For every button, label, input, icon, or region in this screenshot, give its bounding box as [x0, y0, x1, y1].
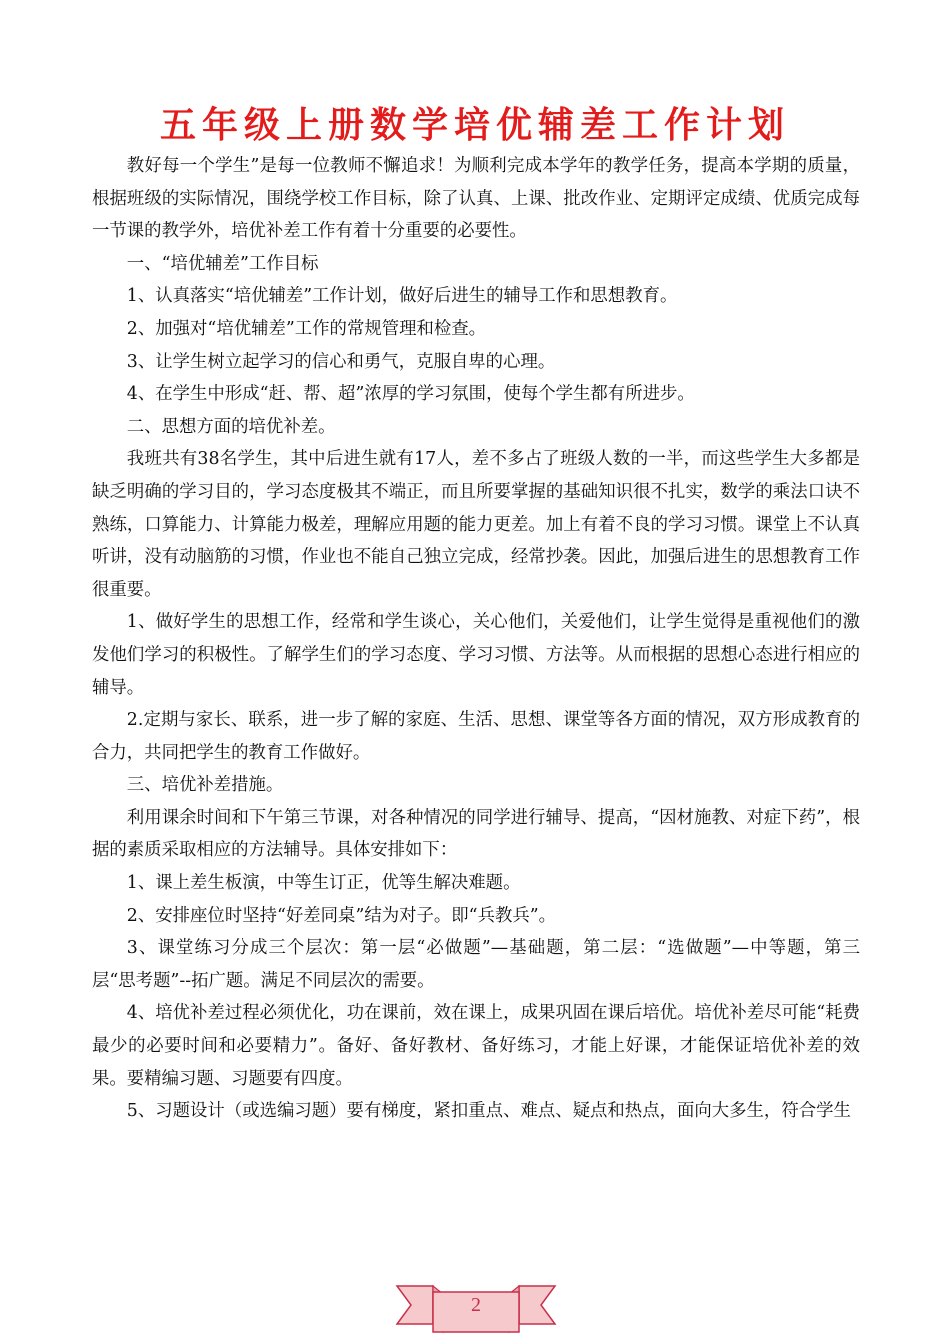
list-item: 2、加强对“培优辅差”工作的常规管理和检查。	[126, 318, 487, 339]
list-item: 3、课堂练习分成三个层次：第一层“必做题”—基础题，第二层：“选做题”—中等题，第三层“思考题”--拓广题。满足不同层次的需要。	[92, 938, 860, 991]
document-body	[92, 150, 860, 1128]
paragraph-intro: 教好每一个学生”是每一位教师不懈追求！为顺利完成本学年的教学任务，提高本学期的质量，根据班级的实际情况，围绕学校工作目标，除了认真、上课、批改作业、定期评定成绩、优质完成每一节课的教学外，培优补差工作有着十分重要的必要性。	[92, 156, 860, 242]
list-item: 4、在学生中形成“赶、帮、超”浓厚的学习氛围，使每个学生都有所进步。	[126, 384, 695, 405]
section-heading-3: 三、培优补差措施。	[126, 775, 284, 796]
list-item: 5、习题设计（或选编习题）要有梯度，紧扣重点、难点、疑点和热点，面向大多生，符合学生	[126, 1101, 851, 1122]
list-item: 1、做好学生的思想工作，经常和学生谈心，关心他们，关爱他们，让学生觉得是重视他们的激发他们学习的积极性。了解学生们的学习态度、学习习惯、方法等。从而根据的思想心态进行相应的辅导。	[92, 612, 860, 698]
list-item: 1、课上差生板演，中等生订正，优等生解决难题。	[126, 873, 521, 894]
section-heading-2: 二、思想方面的培优补差。	[126, 416, 336, 437]
list-item: 3、让学生树立起学习的信心和勇气，克服自卑的心理。	[126, 351, 556, 372]
document-title: 五年级上册数学培优辅差工作计划	[159, 105, 790, 146]
section-heading-1: 一、“培优辅差”工作目标	[126, 253, 319, 274]
paragraph-class-situation: 我班共有38名学生，其中后进生就有17人，差不多占了班级人数的一半，而这些学生大多都是缺乏明确的学习目的，学习态度极其不端正，而且所要掌握的基础知识很不扎实，数学的乘法口诀不熟练，口算能力、计算能力极差，理解应用题的能力更差。加上有着不良的学习习惯。课堂上不认真听讲，没有动脑筋的习惯，作业也不能自己独立完成，经常抄袭。因此，加强后进生的思想教育工作很重要。	[92, 449, 860, 600]
list-item: 2、安排座位时坚持“好差同桌”结为对子。即“兵教兵”。	[126, 905, 557, 926]
page-number: 2	[471, 1294, 481, 1316]
list-item: 4、培优补差过程必须优化，功在课前，效在课上，成果巩固在课后培优。培优补差尽可能“耗费最少的必要时间和必要精力”。备好、备好教材、备好练习，才能上好课，才能保证培优补差的效果。要精编习题、习题要有四度。	[92, 1003, 860, 1089]
list-item: 2.定期与家长、联系，进一步了解的家庭、生活、思想、课堂等各方面的情况，双方形成教育的合力，共同把学生的教育工作做好。	[92, 710, 860, 763]
list-item: 1、认真落实“培优辅差”工作计划，做好后进生的辅导工作和思想教育。	[126, 286, 678, 307]
page-number-ribbon	[393, 1272, 559, 1338]
paragraph-measures-intro: 利用课余时间和下午第三节课，对各种情况的同学进行辅导、提高，“因材施教、对症下药”，根据的素质采取相应的方法辅导。具体安排如下：	[92, 807, 860, 861]
